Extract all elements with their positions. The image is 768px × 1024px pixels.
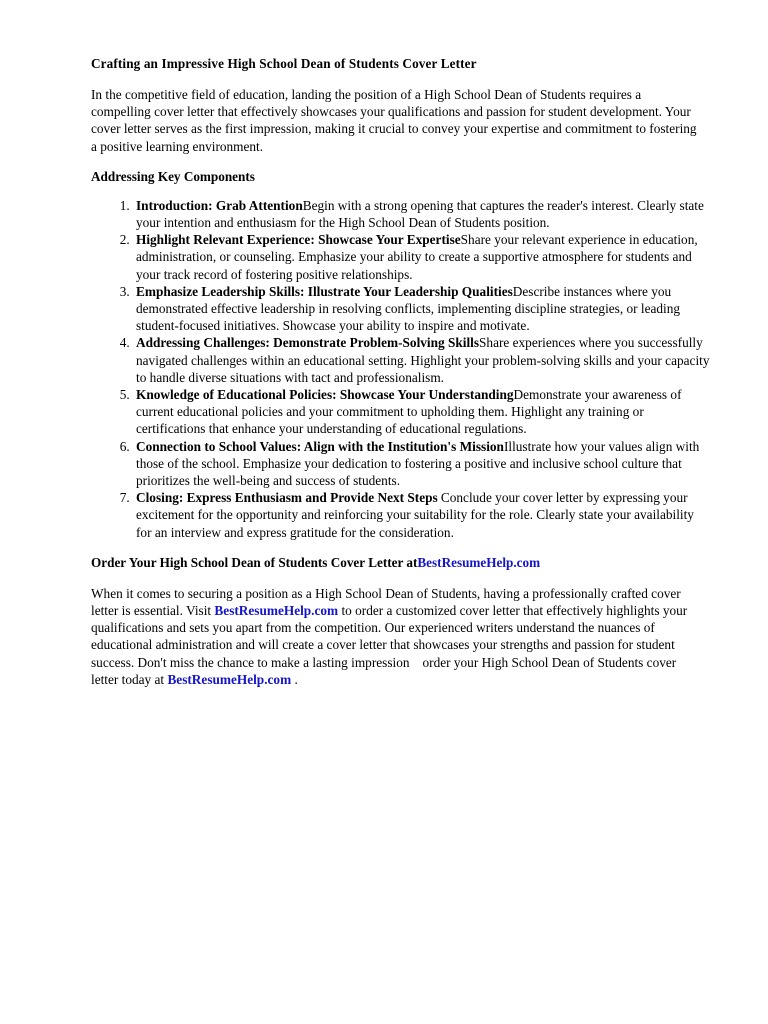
list-item-lead: Introduction: Grab Attention <box>136 197 303 213</box>
list-item <box>133 197 710 231</box>
list-item-body: Begin with a strong opening that captures the reader's interest. Clearly state your intention and enthusiasm for the High School Dean of Students position. <box>136 197 704 231</box>
offer-heading <box>91 555 710 571</box>
list-item-body: Illustrate how your values align with those of the school. Emphasize your dedication to fostering a positive and inclusive school culture that prioritizes the well-being and success of students. <box>136 438 700 489</box>
section-heading-key-components: Addressing Key Components <box>91 168 255 184</box>
list-item <box>133 231 710 283</box>
list-item <box>133 334 710 386</box>
closing-part-3: order your High School Dean of Students cover letter today at <box>91 654 677 687</box>
list-item-lead: Addressing Challenges: Demonstrate Problem-Solving Skills <box>136 335 480 351</box>
offer-heading-text: Order Your High School Dean of Students Cover Letter at <box>91 554 418 570</box>
list-item-lead: Highlight Relevant Experience: Showcase Your Expertise <box>136 232 461 248</box>
list-item <box>133 386 710 438</box>
list-item-body: Demonstrate your awareness of current educational policies and your commitment to upholding them. Highlight any training or certifications that enhance your understanding of educational regulations. <box>136 387 682 437</box>
intro-paragraph: In the competitive field of education, landing the position of a High School Dean of Students requires a compelling cover letter that effectively showcases your qualifications and passion for student development. Your cover letter serves as the first impression, making it crucial to convey your expertise and commitment to fostering a positive learning environment. <box>91 87 697 154</box>
bestresumehelp-link[interactable]: BestResumeHelp.com <box>214 603 339 619</box>
list-item-body: Share your relevant experience in education, administration, or counseling. Emphasize your ability to create a supportive atmosphere for students and your track record of fostering positive relationships. <box>136 232 698 282</box>
list-item <box>133 283 710 335</box>
list-item-body: Conclude your cover letter by expressing your excitement for the opportunity and reinforcing your suitability for the role. Clearly state your availability for an interview and express gratitude for the consideration. <box>136 490 694 540</box>
key-components-list <box>91 197 710 541</box>
list-item <box>133 489 710 541</box>
list-item <box>133 438 710 490</box>
closing-part-4: . <box>294 671 298 687</box>
bestresumehelp-link[interactable]: BestResumeHelp.com <box>417 554 541 570</box>
list-item-lead: Knowledge of Educational Policies: Showcase Your Understanding <box>136 387 514 403</box>
bestresumehelp-link[interactable]: BestResumeHelp.com <box>167 671 292 687</box>
list-item-body: Share experiences where you successfully navigated challenges within an educational setting. Highlight your problem-solving skills and your capacity to handle diverse situations with tact and professionalism. <box>136 335 710 385</box>
list-item-lead: Emphasize Leadership Skills: Illustrate Your Leadership Qualities <box>136 283 513 299</box>
list-item-body: Describe instances where you demonstrated effective leadership in resolving conflicts, implementing discipline strategies, or leading student-focused initiatives. Showcase your ability to inspire and motivate. <box>136 283 681 334</box>
list-item-lead: Closing: Express Enthusiasm and Provide Next Steps <box>136 490 438 506</box>
page-title: Crafting an Impressive High School Dean of Students Cover Letter <box>91 56 477 71</box>
closing-part-1: When it comes to securing a position as a High School Dean of Students, having a professionally crafted cover letter is essential. Visit <box>91 585 681 619</box>
list-item-lead: Connection to School Values: Align with the Institution's Mission <box>136 438 504 454</box>
closing-paragraph <box>91 585 701 688</box>
closing-part-2: to order a customized cover letter that effectively highlights your qualifications and sets you apart from the competition. Our experienced writers understand the nuances of educational administration and will create a cover letter that showcases your strengths and passion for student success. Don't miss the chance to make a lasting impression <box>91 603 688 670</box>
